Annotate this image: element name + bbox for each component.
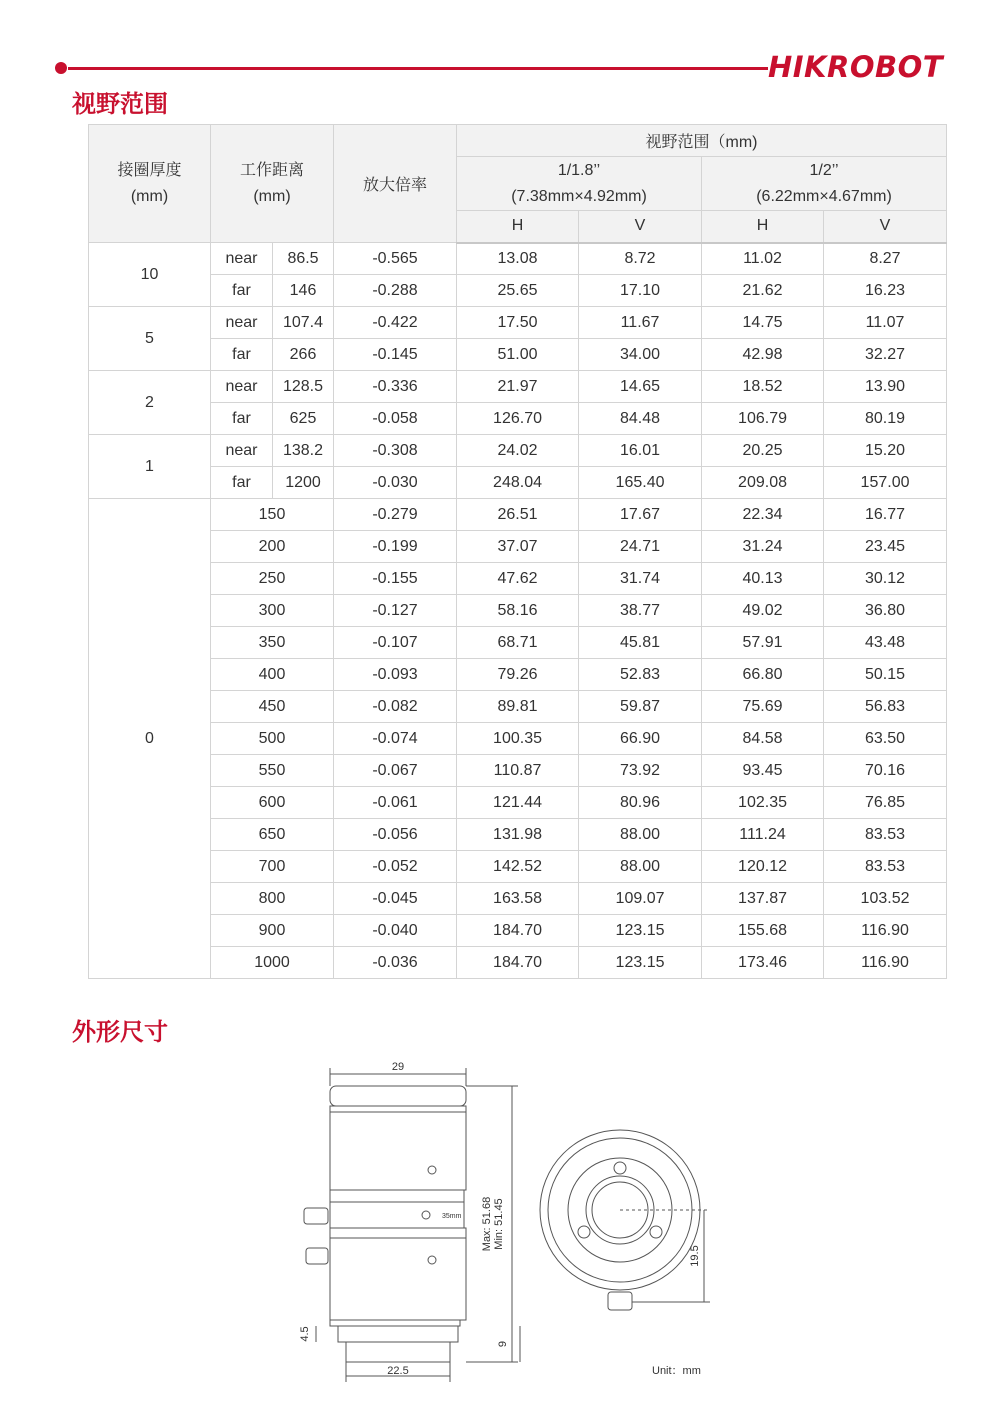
table-row (89, 723, 947, 755)
working-distance-cell: 650 (211, 819, 334, 851)
working-distance-cell: 1000 (211, 947, 334, 979)
fov-v-1-8-cell: 59.87 (579, 691, 702, 723)
fov-v-1-2-cell: 23.45 (824, 531, 947, 563)
fov-v-1-2-cell: 103.52 (824, 883, 947, 915)
magnification-cell: -0.336 (334, 371, 457, 403)
working-distance-cell: 146 (273, 275, 334, 307)
working-distance-cell: 400 (211, 659, 334, 691)
fov-v-1-8-cell: 11.67 (579, 307, 702, 339)
fov-h-1-2-cell: 120.12 (702, 851, 824, 883)
fov-v-1-2-cell: 50.15 (824, 659, 947, 691)
fov-v-1-8-cell: 80.96 (579, 787, 702, 819)
table-row (89, 915, 947, 947)
table-row (89, 595, 947, 627)
lens-lower-barrel (330, 1238, 466, 1320)
fov-h-1-8-cell: 21.97 (457, 371, 579, 403)
fov-h-1-2-cell: 93.45 (702, 755, 824, 787)
fov-h-1-8-cell: 184.70 (457, 947, 579, 979)
unit-label: Unit：mm (652, 1365, 701, 1377)
magnification-cell: -0.067 (334, 755, 457, 787)
magnification-cell: -0.199 (334, 531, 457, 563)
fov-h-1-2-cell: 137.87 (702, 883, 824, 915)
fov-v-1-2-cell: 63.50 (824, 723, 947, 755)
table-row (89, 243, 947, 275)
table-row (89, 563, 947, 595)
working-distance-cell: 200 (211, 531, 334, 563)
dim-label-offset: 19.5 (689, 1245, 701, 1267)
fov-h-1-8-cell: 79.26 (457, 659, 579, 691)
table-row (89, 275, 947, 307)
fov-v-1-8-cell: 66.90 (579, 723, 702, 755)
fov-h-1-2-cell: 66.80 (702, 659, 824, 691)
fov-v-1-2-cell: 83.53 (824, 851, 947, 883)
fov-h-1-8-cell: 126.70 (457, 403, 579, 435)
distance-position-cell: near (211, 307, 273, 339)
fov-v-1-8-cell: 16.01 (579, 435, 702, 467)
fov-h-1-2-cell: 84.58 (702, 723, 824, 755)
fov-v-1-2-cell: 32.27 (824, 339, 947, 371)
fov-v-1-2-cell: 15.20 (824, 435, 947, 467)
fov-v-1-8-cell: 17.67 (579, 499, 702, 531)
table-row (89, 371, 947, 403)
fov-v-1-8-cell: 38.77 (579, 595, 702, 627)
fov-v-1-2-cell: 116.90 (824, 947, 947, 979)
fov-h-1-2-cell: 40.13 (702, 563, 824, 595)
fov-h-1-2-cell: 173.46 (702, 947, 824, 979)
fov-v-1-2-cell: 16.77 (824, 499, 947, 531)
magnification-cell: -0.107 (334, 627, 457, 659)
header-h-2: H (702, 211, 824, 243)
table-row (89, 435, 947, 467)
working-distance-cell: 350 (211, 627, 334, 659)
dim-label-flange: 4.5 (299, 1326, 311, 1342)
fov-h-1-8-cell: 24.02 (457, 435, 579, 467)
fov-v-1-8-cell: 123.15 (579, 947, 702, 979)
table-row (89, 755, 947, 787)
fov-v-1-2-cell: 8.27 (824, 243, 947, 275)
fov-h-1-2-cell: 18.52 (702, 371, 824, 403)
ring-thickness-cell: 10 (89, 243, 211, 307)
distance-position-cell: near (211, 243, 273, 275)
table-row (89, 787, 947, 819)
fov-section-title: 视野范围 (72, 90, 168, 118)
lens-flange (338, 1326, 458, 1342)
fov-h-1-2-cell: 20.25 (702, 435, 824, 467)
magnification-cell: -0.288 (334, 275, 457, 307)
distance-position-cell: near (211, 435, 273, 467)
fov-h-1-8-cell: 17.50 (457, 307, 579, 339)
fov-h-1-8-cell: 26.51 (457, 499, 579, 531)
header-sensor-1-2: 1/2’’ (6.22mm×4.67mm) (702, 157, 947, 211)
working-distance-cell: 700 (211, 851, 334, 883)
magnification-cell: -0.155 (334, 563, 457, 595)
fov-h-1-2-cell: 11.02 (702, 243, 824, 275)
dim-label-max: Max: 51.68 (481, 1196, 493, 1252)
table-row (89, 627, 947, 659)
lens-dimension-drawing (290, 1050, 730, 1390)
table-row (89, 467, 947, 499)
fov-v-1-2-cell: 36.80 (824, 595, 947, 627)
magnification-cell: -0.565 (334, 243, 457, 275)
fov-h-1-2-cell: 21.62 (702, 275, 824, 307)
lock-screw-2 (306, 1248, 328, 1264)
fov-h-1-2-cell: 14.75 (702, 307, 824, 339)
distance-position-cell: far (211, 467, 273, 499)
fov-h-1-2-cell: 106.79 (702, 403, 824, 435)
magnification-cell: -0.422 (334, 307, 457, 339)
fov-v-1-8-cell: 123.15 (579, 915, 702, 947)
magnification-cell: -0.056 (334, 819, 457, 851)
magnification-cell: -0.145 (334, 339, 457, 371)
ring-thickness-cell: 1 (89, 435, 211, 499)
fov-h-1-8-cell: 89.81 (457, 691, 579, 723)
front-lock-screw (608, 1292, 632, 1310)
magnification-cell: -0.030 (334, 467, 457, 499)
fov-table (88, 124, 947, 979)
fov-h-1-2-cell: 57.91 (702, 627, 824, 659)
fov-v-1-2-cell: 83.53 (824, 819, 947, 851)
fov-h-1-2-cell: 42.98 (702, 339, 824, 371)
fov-h-1-2-cell: 209.08 (702, 467, 824, 499)
fov-h-1-8-cell: 58.16 (457, 595, 579, 627)
table-row (89, 947, 947, 979)
header-dot (55, 62, 67, 74)
magnification-cell: -0.074 (334, 723, 457, 755)
header-fov: 视野范围（mm) (457, 125, 947, 157)
fov-h-1-8-cell: 100.35 (457, 723, 579, 755)
fov-v-1-2-cell: 80.19 (824, 403, 947, 435)
magnification-cell: -0.040 (334, 915, 457, 947)
magnification-cell: -0.052 (334, 851, 457, 883)
ring-thickness-cell: 2 (89, 371, 211, 435)
fov-v-1-2-cell: 70.16 (824, 755, 947, 787)
working-distance-cell: 86.5 (273, 243, 334, 275)
working-distance-cell: 128.5 (273, 371, 334, 403)
table-row (89, 307, 947, 339)
header-h-1: H (457, 211, 579, 243)
fov-h-1-2-cell: 22.34 (702, 499, 824, 531)
fov-h-1-8-cell: 47.62 (457, 563, 579, 595)
fov-v-1-8-cell: 88.00 (579, 819, 702, 851)
header-sensor-1-8: 1/1.8’’ (7.38mm×4.92mm) (457, 157, 702, 211)
fov-h-1-8-cell: 13.08 (457, 243, 579, 275)
table-row (89, 339, 947, 371)
working-distance-cell: 900 (211, 915, 334, 947)
working-distance-cell: 138.2 (273, 435, 334, 467)
distance-position-cell: far (211, 339, 273, 371)
fov-h-1-8-cell: 25.65 (457, 275, 579, 307)
magnification-cell: -0.058 (334, 403, 457, 435)
working-distance-cell: 550 (211, 755, 334, 787)
magnification-cell: -0.082 (334, 691, 457, 723)
dim-label-min: Min: 51.45 (493, 1198, 505, 1250)
dim-label-mount-dia: 22.5 (387, 1365, 409, 1377)
header-ring-thickness: 接圈厚度 (mm) (89, 125, 211, 243)
working-distance-cell: 450 (211, 691, 334, 723)
fov-v-1-2-cell: 43.48 (824, 627, 947, 659)
magnification-cell: -0.308 (334, 435, 457, 467)
fov-table-body (89, 243, 947, 979)
table-row (89, 659, 947, 691)
magnification-cell: -0.093 (334, 659, 457, 691)
lens-upper-barrel (330, 1106, 466, 1190)
lens-front-cap (330, 1086, 466, 1106)
fov-h-1-8-cell: 163.58 (457, 883, 579, 915)
lens-mount (346, 1342, 450, 1362)
fov-h-1-2-cell: 111.24 (702, 819, 824, 851)
fov-v-1-8-cell: 109.07 (579, 883, 702, 915)
fov-v-1-8-cell: 52.83 (579, 659, 702, 691)
table-row (89, 691, 947, 723)
table-row (89, 403, 947, 435)
working-distance-cell: 150 (211, 499, 334, 531)
fov-v-1-8-cell: 165.40 (579, 467, 702, 499)
fov-v-1-2-cell: 76.85 (824, 787, 947, 819)
fov-h-1-8-cell: 51.00 (457, 339, 579, 371)
working-distance-cell: 107.4 (273, 307, 334, 339)
ring-thickness-cell: 0 (89, 499, 211, 979)
working-distance-cell: 600 (211, 787, 334, 819)
fov-h-1-8-cell: 68.71 (457, 627, 579, 659)
fov-v-1-8-cell: 88.00 (579, 851, 702, 883)
fov-v-1-2-cell: 30.12 (824, 563, 947, 595)
table-row (89, 883, 947, 915)
dim-label-mount-length: 9 (497, 1340, 509, 1348)
dim-label-width: 29 (391, 1061, 405, 1073)
ring-thickness-cell: 5 (89, 307, 211, 371)
fov-h-1-2-cell: 75.69 (702, 691, 824, 723)
distance-position-cell: far (211, 275, 273, 307)
header-v-1: V (579, 211, 702, 243)
working-distance-cell: 625 (273, 403, 334, 435)
fov-v-1-2-cell: 116.90 (824, 915, 947, 947)
fov-h-1-8-cell: 131.98 (457, 819, 579, 851)
fov-h-1-8-cell: 121.44 (457, 787, 579, 819)
fov-v-1-8-cell: 14.65 (579, 371, 702, 403)
fov-v-1-8-cell: 84.48 (579, 403, 702, 435)
table-row (89, 531, 947, 563)
table-row (89, 851, 947, 883)
magnification-cell: -0.036 (334, 947, 457, 979)
fov-h-1-8-cell: 248.04 (457, 467, 579, 499)
working-distance-cell: 800 (211, 883, 334, 915)
table-row (89, 499, 947, 531)
fov-h-1-2-cell: 31.24 (702, 531, 824, 563)
header-magnification: 放大倍率 (334, 125, 457, 243)
magnification-cell: -0.127 (334, 595, 457, 627)
fov-h-1-8-cell: 37.07 (457, 531, 579, 563)
working-distance-cell: 250 (211, 563, 334, 595)
dims-section-title: 外形尺寸 (72, 1018, 168, 1046)
fov-v-1-8-cell: 24.71 (579, 531, 702, 563)
fov-h-1-2-cell: 102.35 (702, 787, 824, 819)
header-rule (68, 67, 768, 70)
table-row (89, 819, 947, 851)
working-distance-cell: 1200 (273, 467, 334, 499)
distance-position-cell: near (211, 371, 273, 403)
fov-v-1-8-cell: 73.92 (579, 755, 702, 787)
working-distance-cell: 266 (273, 339, 334, 371)
fov-h-1-2-cell: 155.68 (702, 915, 824, 947)
fov-h-1-8-cell: 142.52 (457, 851, 579, 883)
lock-screw-1 (304, 1208, 328, 1224)
fov-v-1-2-cell: 11.07 (824, 307, 947, 339)
fov-v-1-8-cell: 45.81 (579, 627, 702, 659)
dim-label-35mm: 35mm (442, 1213, 462, 1220)
distance-position-cell: far (211, 403, 273, 435)
fov-v-1-8-cell: 17.10 (579, 275, 702, 307)
fov-v-1-2-cell: 56.83 (824, 691, 947, 723)
magnification-cell: -0.279 (334, 499, 457, 531)
fov-v-1-8-cell: 31.74 (579, 563, 702, 595)
header-v-2: V (824, 211, 947, 243)
fov-v-1-2-cell: 157.00 (824, 467, 947, 499)
fov-h-1-8-cell: 110.87 (457, 755, 579, 787)
working-distance-cell: 500 (211, 723, 334, 755)
fov-v-1-2-cell: 16.23 (824, 275, 947, 307)
fov-h-1-8-cell: 184.70 (457, 915, 579, 947)
magnification-cell: -0.061 (334, 787, 457, 819)
brand-logo: HIKROBOT (768, 50, 944, 84)
magnification-cell: -0.045 (334, 883, 457, 915)
header-working-distance: 工作距离 (mm) (211, 125, 334, 243)
working-distance-cell: 300 (211, 595, 334, 627)
fov-v-1-2-cell: 13.90 (824, 371, 947, 403)
fov-h-1-2-cell: 49.02 (702, 595, 824, 627)
fov-v-1-8-cell: 34.00 (579, 339, 702, 371)
fov-v-1-8-cell: 8.72 (579, 243, 702, 275)
